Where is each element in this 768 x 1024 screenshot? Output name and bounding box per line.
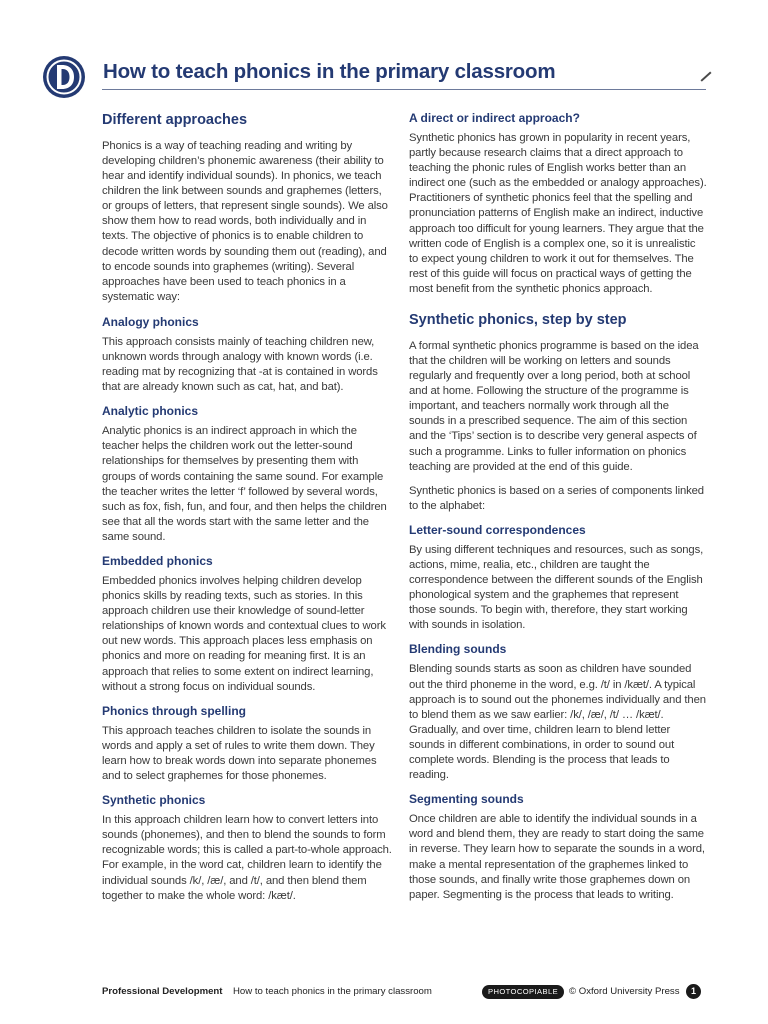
- left-column: [102, 111, 392, 913]
- subheading-segmenting-sounds: Segmenting sounds: [409, 792, 524, 807]
- section-heading-step-by-step: Synthetic phonics, step by step: [409, 312, 627, 329]
- page-footer: [0, 982, 768, 1004]
- title-underline: [102, 89, 706, 90]
- photocopiable-badge: PHOTOCOPIABLE: [482, 985, 564, 999]
- letter-sound-paragraph: By using different techniques and resources, such as songs, actions, mime, realia, etc., children are taught the correspondence between the different sounds of the English phonological system and the graphemes that represent those sounds. To begin with, therefore, they start working with sounds in isolation.: [409, 543, 704, 632]
- step-paragraph-1: A formal synthetic phonics programme is based on the idea that the children will be working on letters and sounds regularly and frequently over a long period, both at school and at home. Following the structure of the programme is important, and teachers normally work through all the sounds in a prescribed sequence. The aim of this section and the ‘Tips’ section is to describe very general aspects of such a programme. Links to fuller information on phonics teaching are provided at the end of this guide.: [409, 339, 699, 473]
- subheading-analogy-phonics: Analogy phonics: [102, 314, 199, 329]
- footer-category: Professional Development: [102, 986, 223, 997]
- subheading-analytic-phonics: Analytic phonics: [102, 404, 199, 419]
- subheading-embedded-phonics: Embedded phonics: [102, 554, 213, 568]
- right-column: [409, 111, 707, 912]
- page-number: 1: [686, 984, 701, 999]
- blending-paragraph: Blending sounds starts as soon as children have sounded out the third phoneme in the word, e.g. /t/ in /kæt/. A typical approach is to sound out the phonemes individually and then to blend them as we saw earlier: /k/, /æ/, /t/ … /kæt/. Gradually, and over time, children learn to blend letter sounds in different combinations, in order to sound out complete words. Blending is the process that leads to reading.: [409, 663, 706, 782]
- title-rule-tick: [700, 71, 711, 81]
- step-paragraph-2: Synthetic phonics is based on a series of components linked to the alphabet:: [409, 484, 704, 512]
- footer-publisher: © Oxford University Press: [569, 986, 680, 997]
- direct-paragraph: Synthetic phonics has grown in popularity in recent years, partly because research claims that a direct approach to teaching the phonic rules of English works better than an indirect one (such as the embedded or analogy approaches). Practitioners of synthetic phonics feel that the spelling and pronunciation patterns of English make an indirect, inductive approach too difficult for young learners. They argue that the written code of English is a complex one, so it is unrealistic to expect young children to work it out for themselves. The rest of this guide will focus on practical ways of getting the most benefit from the synthetic phonics approach.: [409, 132, 707, 295]
- analogy-paragraph: This approach consists mainly of teaching children new, unknown words through analogy with known words (i.e. reading mat by recognizing that -at is contained in words that are already known such as cat, hat, and bat).: [102, 335, 378, 394]
- section-heading-different-approaches: Different approaches: [102, 112, 248, 128]
- subheading-letter-sound: Letter-sound correspondences: [409, 522, 586, 537]
- synthetic-paragraph: In this approach children learn how to convert letters into sounds (phonemes), and then to blend the sounds to form recognizable words; this is called a part-to-whole approach. For example, in the word cat, children learn to identify the individual sounds /k/, /æ/, and /t/, and then blend them together to make the whole word: /kæt/.: [102, 814, 392, 902]
- subheading-phonics-through-spelling: Phonics through spelling: [102, 703, 246, 718]
- intro-paragraph: Phonics is a way of teaching reading and writing by developing children’s phonemic awareness (their ability to hear and identify individual sounds). In phonics, we teach children the link between sounds and graphemes (letters, or groups of letters, that represent single sounds). We also show them how to read words, both individually and in texts. The objective of phonics is to enable children to decode written words by sounding them out (reading), and to encode sounds into graphemes (writing). Several approaches have been used to teach phonics in a systematic way:: [102, 139, 388, 303]
- spelling-paragraph: This approach teaches children to isolate the sounds in words and apply a set of rules to write them down. They learn how to break words down into separate phonemes and to select graphemes for those phonemes.: [102, 724, 377, 783]
- subheading-blending-sounds: Blending sounds: [409, 642, 507, 657]
- page-title: How to teach phonics in the primary classroom: [103, 60, 556, 83]
- embedded-paragraph: Embedded phonics involves helping children develop phonics skills by reading texts, such as stories. In this approach children use their knowledge of sound-letter relationships of known words and contextual clues to work out new words. This approach places less emphasis on phonics and more on reading for meaning first. It is an approach that relies to some extent on indirect learning, without a strong focus on individual sounds.: [102, 575, 386, 693]
- subheading-direct-or-indirect: A direct or indirect approach?: [409, 111, 580, 125]
- footer-doc-title: How to teach phonics in the primary classroom: [233, 986, 432, 997]
- oxford-logo-icon: [42, 55, 86, 99]
- subheading-synthetic-phonics: Synthetic phonics: [102, 793, 206, 808]
- analytic-paragraph: Analytic phonics is an indirect approach in which the teacher helps the children work out the letter-sound relationships for themselves by presenting them with groups of words containing the same sound. For example the teacher writes the letter ‘f’ followed by several words, such as fox, fish, fun, and four, and then helps the children see that all the words start with the same letter and the same sound.: [102, 425, 387, 543]
- segmenting-paragraph: Once children are able to identify the individual sounds in a word and blend them, they are ready to start doing the same in reverse. They learn how to separate the sounds in a word, make a mental representation of the graphemes linked to those sounds, and finally write those graphemes down on paper. Segmenting is the process that leads to writing.: [409, 813, 705, 901]
